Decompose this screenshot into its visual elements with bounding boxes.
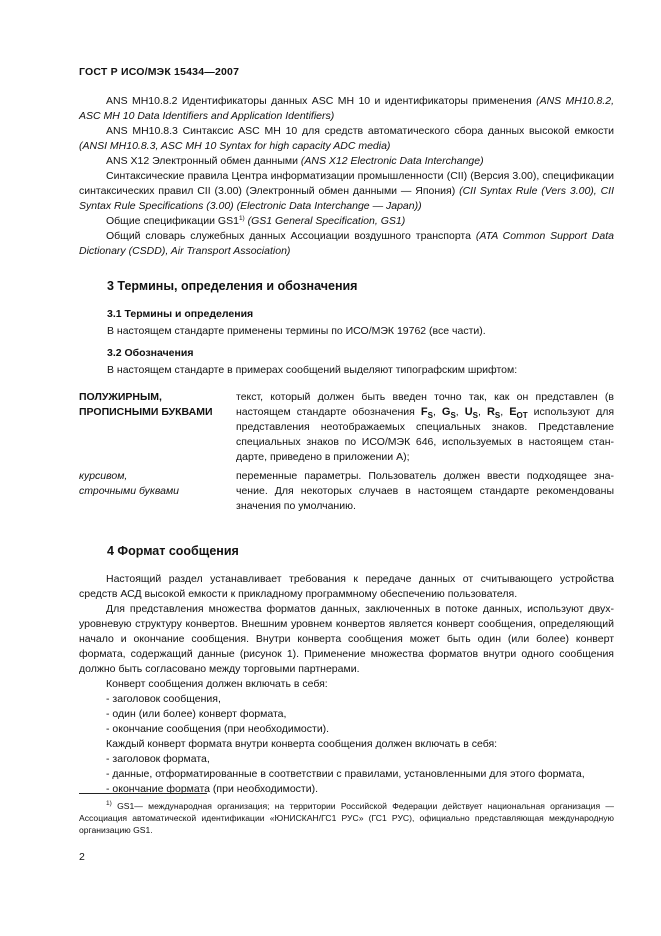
message-envelope-list — [79, 692, 614, 737]
section-3-2-text: В настоящем стандарте в примерах сообщений выделяют типографским шрифтом: — [107, 364, 518, 376]
special-char-us: $U_S$ — [464, 406, 479, 420]
format-envelope-list — [79, 752, 614, 797]
section-3-1-text: В настоящем стандарте применены термины по ИСО/МЭК 19762 (все части). — [107, 325, 486, 337]
definition-label-italic: курсивом, строчными буквами — [79, 470, 179, 497]
special-char-fs: $F_S$ — [420, 406, 433, 420]
footnote-mark: 1) — [106, 800, 112, 807]
special-char-gs: $G_S$ — [441, 406, 456, 420]
section-3-1-heading: 3.1 Термины и определения — [107, 308, 254, 320]
list-item: - заголовок сообщения, — [106, 693, 221, 705]
reference-list — [79, 94, 614, 259]
section-3-2-heading: 3.2 Обозначения — [107, 347, 194, 359]
definition-text-bold: текст, который должен быть введен точно так, как он представлен (в настоящем стандарте обозначения $F_S$, $G_S$, $U_S$, $R_S$, $E_{OT}$ используют для представления неотображаемых специальных знаков. Представление специальных знаков по ИСО/МЭК 646, используемых в настоящем стандарте, приведено в приложении А); — [236, 391, 615, 463]
paragraph: Конверт сообщения должен включать в себя: — [106, 678, 328, 690]
document-header: ГОСТ Р ИСО/МЭК 15434—2007 — [79, 66, 240, 78]
footnote-ref[interactable]: 1) — [238, 215, 245, 222]
reference-item: ANS MH10.8.3 Синтаксис ASC MH 10 для средств автоматического сбора данных высокой емкости (ANSI MH10.8.3, ASC MH 10 Syntax for high capacity ADC media) — [79, 125, 614, 152]
definition-text-italic: переменные параметры. Пользователь должен ввести подходящее значение. Для некоторых случаев в настоящем стандарте рекомендованы значения по умолчанию. — [236, 470, 614, 512]
list-item: - окончание сообщения (при необходимости). — [106, 723, 330, 735]
reference-item: Общие спецификации GS1$^{1)}$ (GS1 General Specification, GS1) — [106, 215, 406, 227]
footnote: $^{1)}$ GS1— международная организация; на территории Российской Федерации действует национальная организация — Ассоциация автоматической идентификации «ЮНИСКАН/ГС1 РУС» (ГС1 РУС), официально представляющая международную организацию GS1. — [79, 800, 614, 835]
section-4-heading: 4 Формат сообщения — [107, 544, 239, 558]
list-item: - данные, отформатированные в соответствии с правилами, установленными для этого формата, — [106, 768, 585, 780]
list-item: - заголовок формата, — [106, 753, 210, 765]
definition-label-bold: ПОЛУЖИРНЫМ, ПРОПИСНЫМИ БУКВАМИ — [79, 391, 213, 418]
paragraph: Настоящий раздел устанавливает требования к передаче данных от считывающего устройства средств АСД высокой емкости к прикладному программному обеспечению пользователя. — [79, 573, 614, 600]
special-char-rs: $R_S$ — [486, 406, 501, 420]
section-3-heading: 3 Термины, определения и обозначения — [107, 279, 358, 293]
list-item: - окончание формата (при необходимости). — [106, 783, 319, 795]
page-number: 2 — [79, 851, 85, 863]
reference-item: Общий словарь служебных данных Ассоциации воздушного транспорта (ATA Common Support Data Dictionary (CSDD), Air Transport Association) — [79, 230, 614, 257]
paragraph: Для представления множества форматов данных, заключенных в потоке данных, используют двухуровневую структуру конвертов. Внешним уровнем конвертов является конверт сообщения, определяющий начало и окончание сообщения. Внутри конверта сообщения может быть один (или более) конверт формата, содержащий данные (рисунок 1). Применение множества форматов внутри одного сообщения должно быть согласовано между торговыми партнерами. — [79, 603, 614, 675]
footnote-divider — [79, 793, 207, 794]
reference-item: ANS MH10.8.2 Идентификаторы данных ASC MH 10 и идентификаторы применения (ANS MH10.8.2, ASC MH 10 Data Identifiers and Application Identifiers) — [79, 95, 614, 122]
reference-item: ANS X12 Электронный обмен данными (ANS X12 Electronic Data Interchange) — [106, 155, 484, 167]
section-4-body — [79, 572, 614, 797]
reference-item: Синтаксические правила Центра информатизации промышленности (CII) (Версия 3.00), спецификации синтаксических правил CII (3.00) (Электронный обмен данными — Япония) (CII Syntax Rule (Vers 3.00), CII Syntax Rule Specifications (3.00) (Electronic Data Interchange — Japan)) — [79, 170, 614, 212]
list-item: - один (или более) конверт формата, — [106, 708, 287, 720]
paragraph: Каждый конверт формата внутри конверта сообщения должен включать в себя: — [106, 738, 498, 750]
special-char-eot: $E_{OT}$ — [509, 406, 528, 420]
